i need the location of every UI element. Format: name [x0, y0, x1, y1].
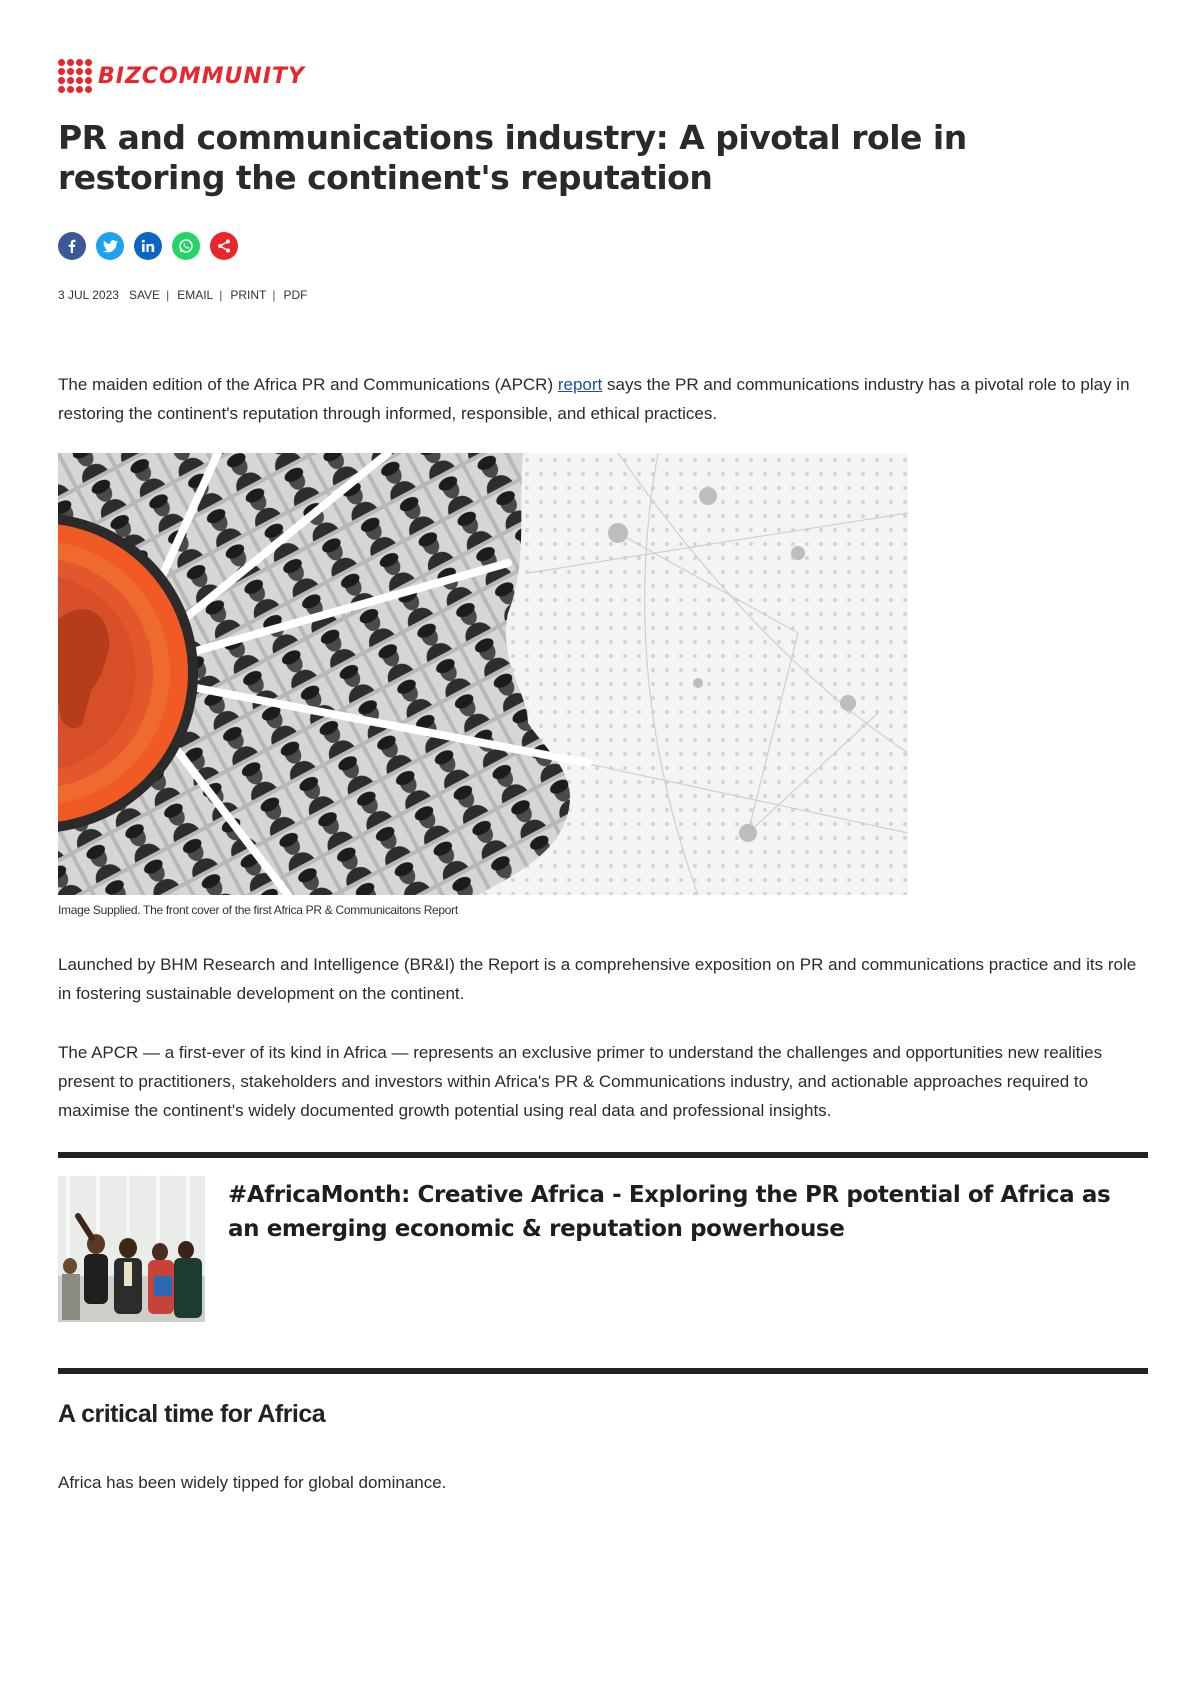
whatsapp-share-button[interactable] — [172, 232, 200, 260]
twitter-share-button[interactable] — [96, 232, 124, 260]
body-paragraph-4: Africa has been widely tipped for global dominance. — [58, 1473, 447, 1492]
intro-paragraph — [58, 370, 1148, 428]
body-paragraph-3: The APCR — a first-ever of its kind in Africa — represents an exclusive primer to understand the challenges and opportunities new realities present to practitioners, stakeholders and investors within Africa's PR & Communications industry, and actionable approaches required to maximise the continent's widely documented growth potential using real data and professional insights. — [58, 1043, 1103, 1120]
divider — [58, 1368, 1148, 1374]
article-meta — [58, 288, 313, 302]
twitter-icon — [103, 240, 118, 253]
related-article-thumbnail[interactable] — [58, 1176, 205, 1322]
whatsapp-icon — [178, 238, 194, 254]
group-photo — [58, 1176, 205, 1322]
cover-illustration — [58, 453, 908, 895]
report-cover-image — [58, 453, 908, 895]
facebook-share-button[interactable] — [58, 232, 86, 260]
divider: | — [166, 288, 170, 302]
print-link[interactable]: PRINT — [230, 288, 267, 302]
divider — [58, 1152, 1148, 1158]
save-link[interactable]: SAVE — [128, 288, 161, 302]
pdf-link[interactable]: PDF — [283, 288, 308, 302]
related-article[interactable] — [58, 1176, 1148, 1326]
divider: | — [219, 288, 223, 302]
facebook-icon — [65, 239, 79, 253]
section-heading: A critical time for Africa — [58, 1400, 326, 1428]
more-share-button[interactable] — [210, 232, 238, 260]
email-link[interactable]: EMAIL — [177, 288, 214, 302]
intro-text-continued: says the PR and communications industry has a pivotal role to play in restoring the continent's reputation through informed, responsible, and ethical practices. — [58, 375, 1130, 423]
linkedin-icon — [141, 239, 155, 253]
intro-text: The maiden edition of the Africa PR and Communications (APCR) — [58, 375, 558, 394]
image-caption: Image Supplied. The front cover of the first Africa PR & Communicaitons Report — [58, 903, 458, 917]
share-bar — [58, 232, 238, 260]
share-icon — [217, 239, 231, 253]
divider: | — [272, 288, 276, 302]
linkedin-share-button[interactable] — [134, 232, 162, 260]
bizcommunity-logo-icon — [58, 59, 92, 93]
site-logo[interactable] — [58, 58, 305, 94]
body-paragraph-2: Launched by BHM Research and Intelligence (BR&I) the Report is a comprehensive exposition on PR and communications practice and its role in fostering sustainable development on the continent. — [58, 955, 1137, 1003]
publish-date: 3 JUL 2023 — [58, 288, 119, 302]
article-title: PR and communications industry: A pivotal role in restoring the continent's reputation — [58, 118, 967, 197]
related-article-title[interactable]: #AfricaMonth: Creative Africa - Exploring the PR potential of Africa as an emerging economic & reputation powerhouse — [228, 1182, 1111, 1242]
logo-text: BIZCOMMUNITY — [98, 63, 305, 89]
report-link[interactable]: report — [557, 375, 603, 394]
